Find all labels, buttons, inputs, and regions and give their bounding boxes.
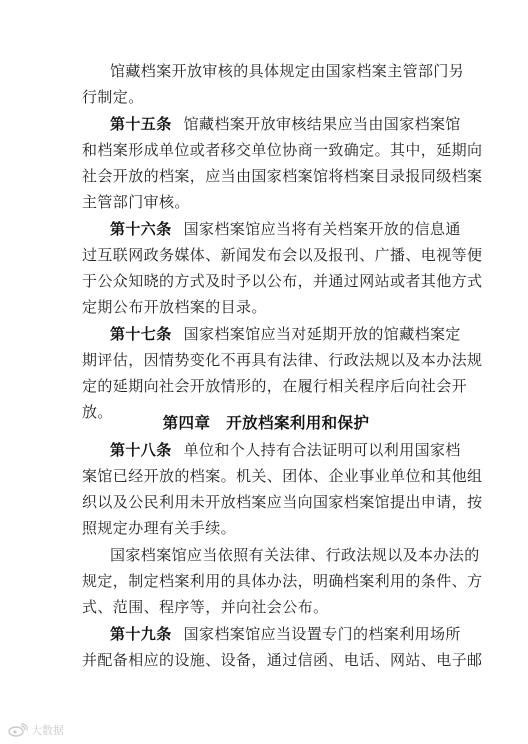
text-line: 案馆已经开放的档案。机关、团体、企业事业单位和其他组 <box>82 467 483 485</box>
article-15-label: 第十五条 <box>110 115 172 133</box>
text-line: 定期公布开放档案的目录。 <box>82 298 267 316</box>
article-18-label: 第十八条 <box>110 441 172 459</box>
text-line: 式、范围、程序等，并向社会公布。 <box>82 598 329 616</box>
text-line: 织以及公民利用未开放档案应当向国家档案馆提出申请，按 <box>82 493 483 511</box>
text-line: 主管部门审核。 <box>82 193 190 211</box>
text-line: 国家档案馆应当依照有关法律、行政法规以及本办法的 <box>110 546 480 564</box>
text-line: 于公众知晓的方式及时予以公布，并通过网站或者其他方式 <box>82 272 483 290</box>
text-line: 馆藏档案开放审核的具体规定由国家档案主管部门另 <box>110 62 465 80</box>
article-19-line <box>110 621 461 647</box>
text-line: 行制定。 <box>82 88 144 106</box>
article-16-label: 第十六条 <box>110 220 172 238</box>
text-line: 过互联网政务媒体、新闻发布会以及报刊、广播、电视等便 <box>82 246 483 264</box>
text-line: 并配备相应的设施、设备，通过信函、电话、网站、电子邮 <box>82 651 483 669</box>
text-segment: 国家档案馆应当将有关档案开放的信息通 <box>183 220 461 238</box>
text-line: 放。 <box>82 403 113 421</box>
watermark-text: 大数据 <box>31 724 64 737</box>
watermark <box>8 722 64 738</box>
article-17-label: 第十七条 <box>110 325 172 343</box>
text-segment: 国家档案馆应当设置专门的档案利用场所 <box>183 625 461 643</box>
text-segment: 国家档案馆应当对延期开放的馆藏档案定 <box>183 325 461 343</box>
weibo-logo-icon <box>8 723 28 737</box>
text-segment: 单位和个人持有合法证明可以利用国家档 <box>183 441 461 459</box>
article-17-line <box>110 321 461 347</box>
article-18-line <box>110 437 461 463</box>
article-15-line <box>110 111 461 137</box>
text-line: 和档案形成单位或者移交单位协商一致确定。其中，延期向 <box>82 141 483 159</box>
text-line: 定的延期向社会开放情形的，在履行相关程序后向社会开 <box>82 377 468 395</box>
text-line: 期评估，因情势变化不再具有法律、行政法规以及本办法规 <box>82 351 483 369</box>
article-16-line <box>110 216 461 242</box>
text-segment: 馆藏档案开放审核结果应当由国家档案馆 <box>183 115 461 133</box>
text-line: 规定，制定档案利用的具体办法，明确档案利用的条件、方 <box>82 572 483 590</box>
article-19-label: 第十九条 <box>110 625 172 643</box>
text-line: 照规定办理有关手续。 <box>82 519 237 537</box>
text-line: 社会开放的档案，应当由国家档案馆将档案目录报同级档案 <box>82 167 483 185</box>
chapter-heading: 第四章 开放档案利用和保护 <box>162 414 370 432</box>
